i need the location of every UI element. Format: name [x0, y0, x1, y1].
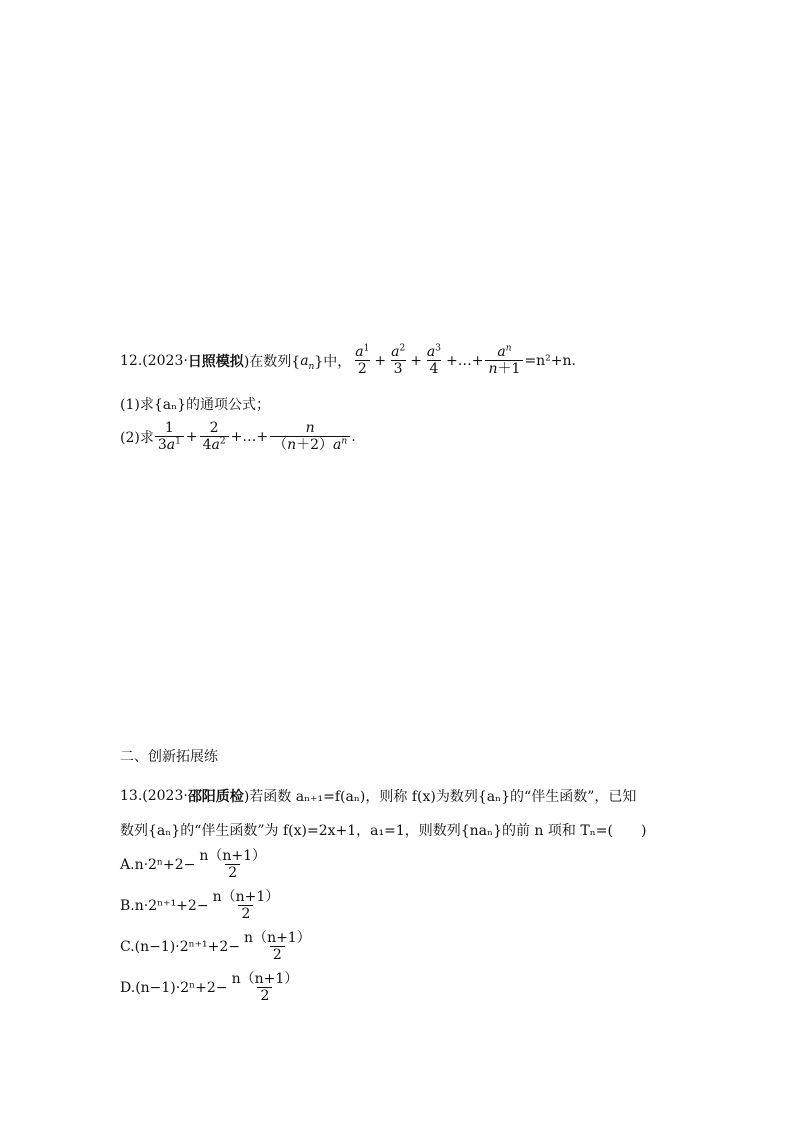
option-fraction — [241, 930, 314, 963]
q13-option-b[interactable] — [120, 889, 283, 922]
q12-prefix: 12.(2023· — [120, 352, 188, 369]
option-label: B. — [120, 897, 135, 914]
q12-term-3: $\frac{a^3}{4}$ — [426, 343, 442, 378]
option-label: A. — [120, 856, 135, 873]
q12-part1 — [120, 394, 270, 414]
q12-part2-term-1: $\frac{1}{3a^1}$ — [155, 420, 184, 453]
q12-eq-rhs: =n²+n. — [524, 352, 576, 369]
q12-part2-term-2: $\frac{2}{4a^2}$ — [200, 420, 229, 453]
q13-option-a[interactable] — [120, 848, 270, 881]
q12-part2-suffix: . — [351, 428, 356, 445]
q12-term-2: $\frac{a^2}{3}$ — [391, 343, 406, 378]
q13-source: 邵阳质检 — [187, 789, 244, 805]
option-lead: n·2ⁿ⁺¹+2− — [134, 897, 209, 914]
q12-after-source: )在数列{ — [243, 353, 301, 370]
option-fraction-den: 2 — [225, 864, 240, 881]
q12-term-1: $\frac{a^1}{2}$ — [355, 343, 370, 378]
option-lead: (n−1)·2ⁿ⁺¹+2− — [134, 938, 241, 955]
option-label: D. — [120, 979, 136, 996]
option-fraction-num: n（n+1） — [244, 930, 311, 946]
q13-prefix: 13.(2023· — [120, 788, 188, 804]
q13-option-d[interactable] — [120, 971, 302, 1004]
option-fraction-den: 2 — [238, 905, 253, 922]
q12-seq-var: $a_n$ — [300, 352, 315, 372]
q13-line1 — [120, 786, 636, 806]
q13-line2-text: 数列{aₙ}的“伴生函数”为 f(x)=2x+1，a₁=1，则数列{naₙ}的前 n 项和 Tₙ=( ) — [120, 823, 647, 839]
option-fraction — [196, 848, 269, 881]
option-fraction-num: n（n+1） — [212, 889, 280, 905]
q12-stem: 12.(2023· 日照模拟 )在数列{ $a_n$ }中， $\frac{a^1}{2}$ + $\frac{a^2}{3}$ + $\frac{a^3}{4}$ +…+ $\frac{a^n}{n+1}$ =n²+n. — [120, 343, 576, 378]
option-fraction — [229, 971, 302, 1004]
option-lead: n·2ⁿ+2− — [134, 856, 196, 873]
option-fraction-num: n（n+1） — [199, 848, 267, 864]
q12-part2: (2)求 $\frac{1}{3a^1}$ + $\frac{2}{4a^2}$ +…+ $\frac{n}{(n+2)a^n}$ . — [120, 420, 356, 454]
option-fraction — [210, 889, 283, 922]
q12-part1-text: (1)求{aₙ}的通项公式； — [120, 397, 271, 413]
q13-line2 — [120, 820, 646, 840]
option-fraction-den: 2 — [270, 946, 285, 963]
option-fraction-num: n（n+1） — [231, 971, 299, 987]
q12-source: 日照模拟 — [187, 353, 244, 370]
option-lead: (n−1)·2ⁿ+2− — [135, 979, 228, 996]
q12-part2-prefix: (2)求 — [120, 429, 154, 446]
q12-seq-close: }中， — [314, 353, 352, 370]
q12-part2-term-n: $\frac{n}{(n+2)a^n}$ — [270, 420, 350, 453]
option-label: C. — [120, 938, 135, 955]
section-title: 二、创新拓展练 — [120, 749, 218, 765]
q13-line1-rest: )若函数 aₙ₊₁=f(aₙ)，则称 f(x)为数列{aₙ}的“伴生函数”，已知 — [243, 789, 637, 805]
option-fraction-den: 2 — [257, 987, 272, 1004]
q13-option-c[interactable] — [120, 930, 315, 963]
q12-term-n: $\frac{a^n}{n+1}$ — [485, 344, 523, 377]
